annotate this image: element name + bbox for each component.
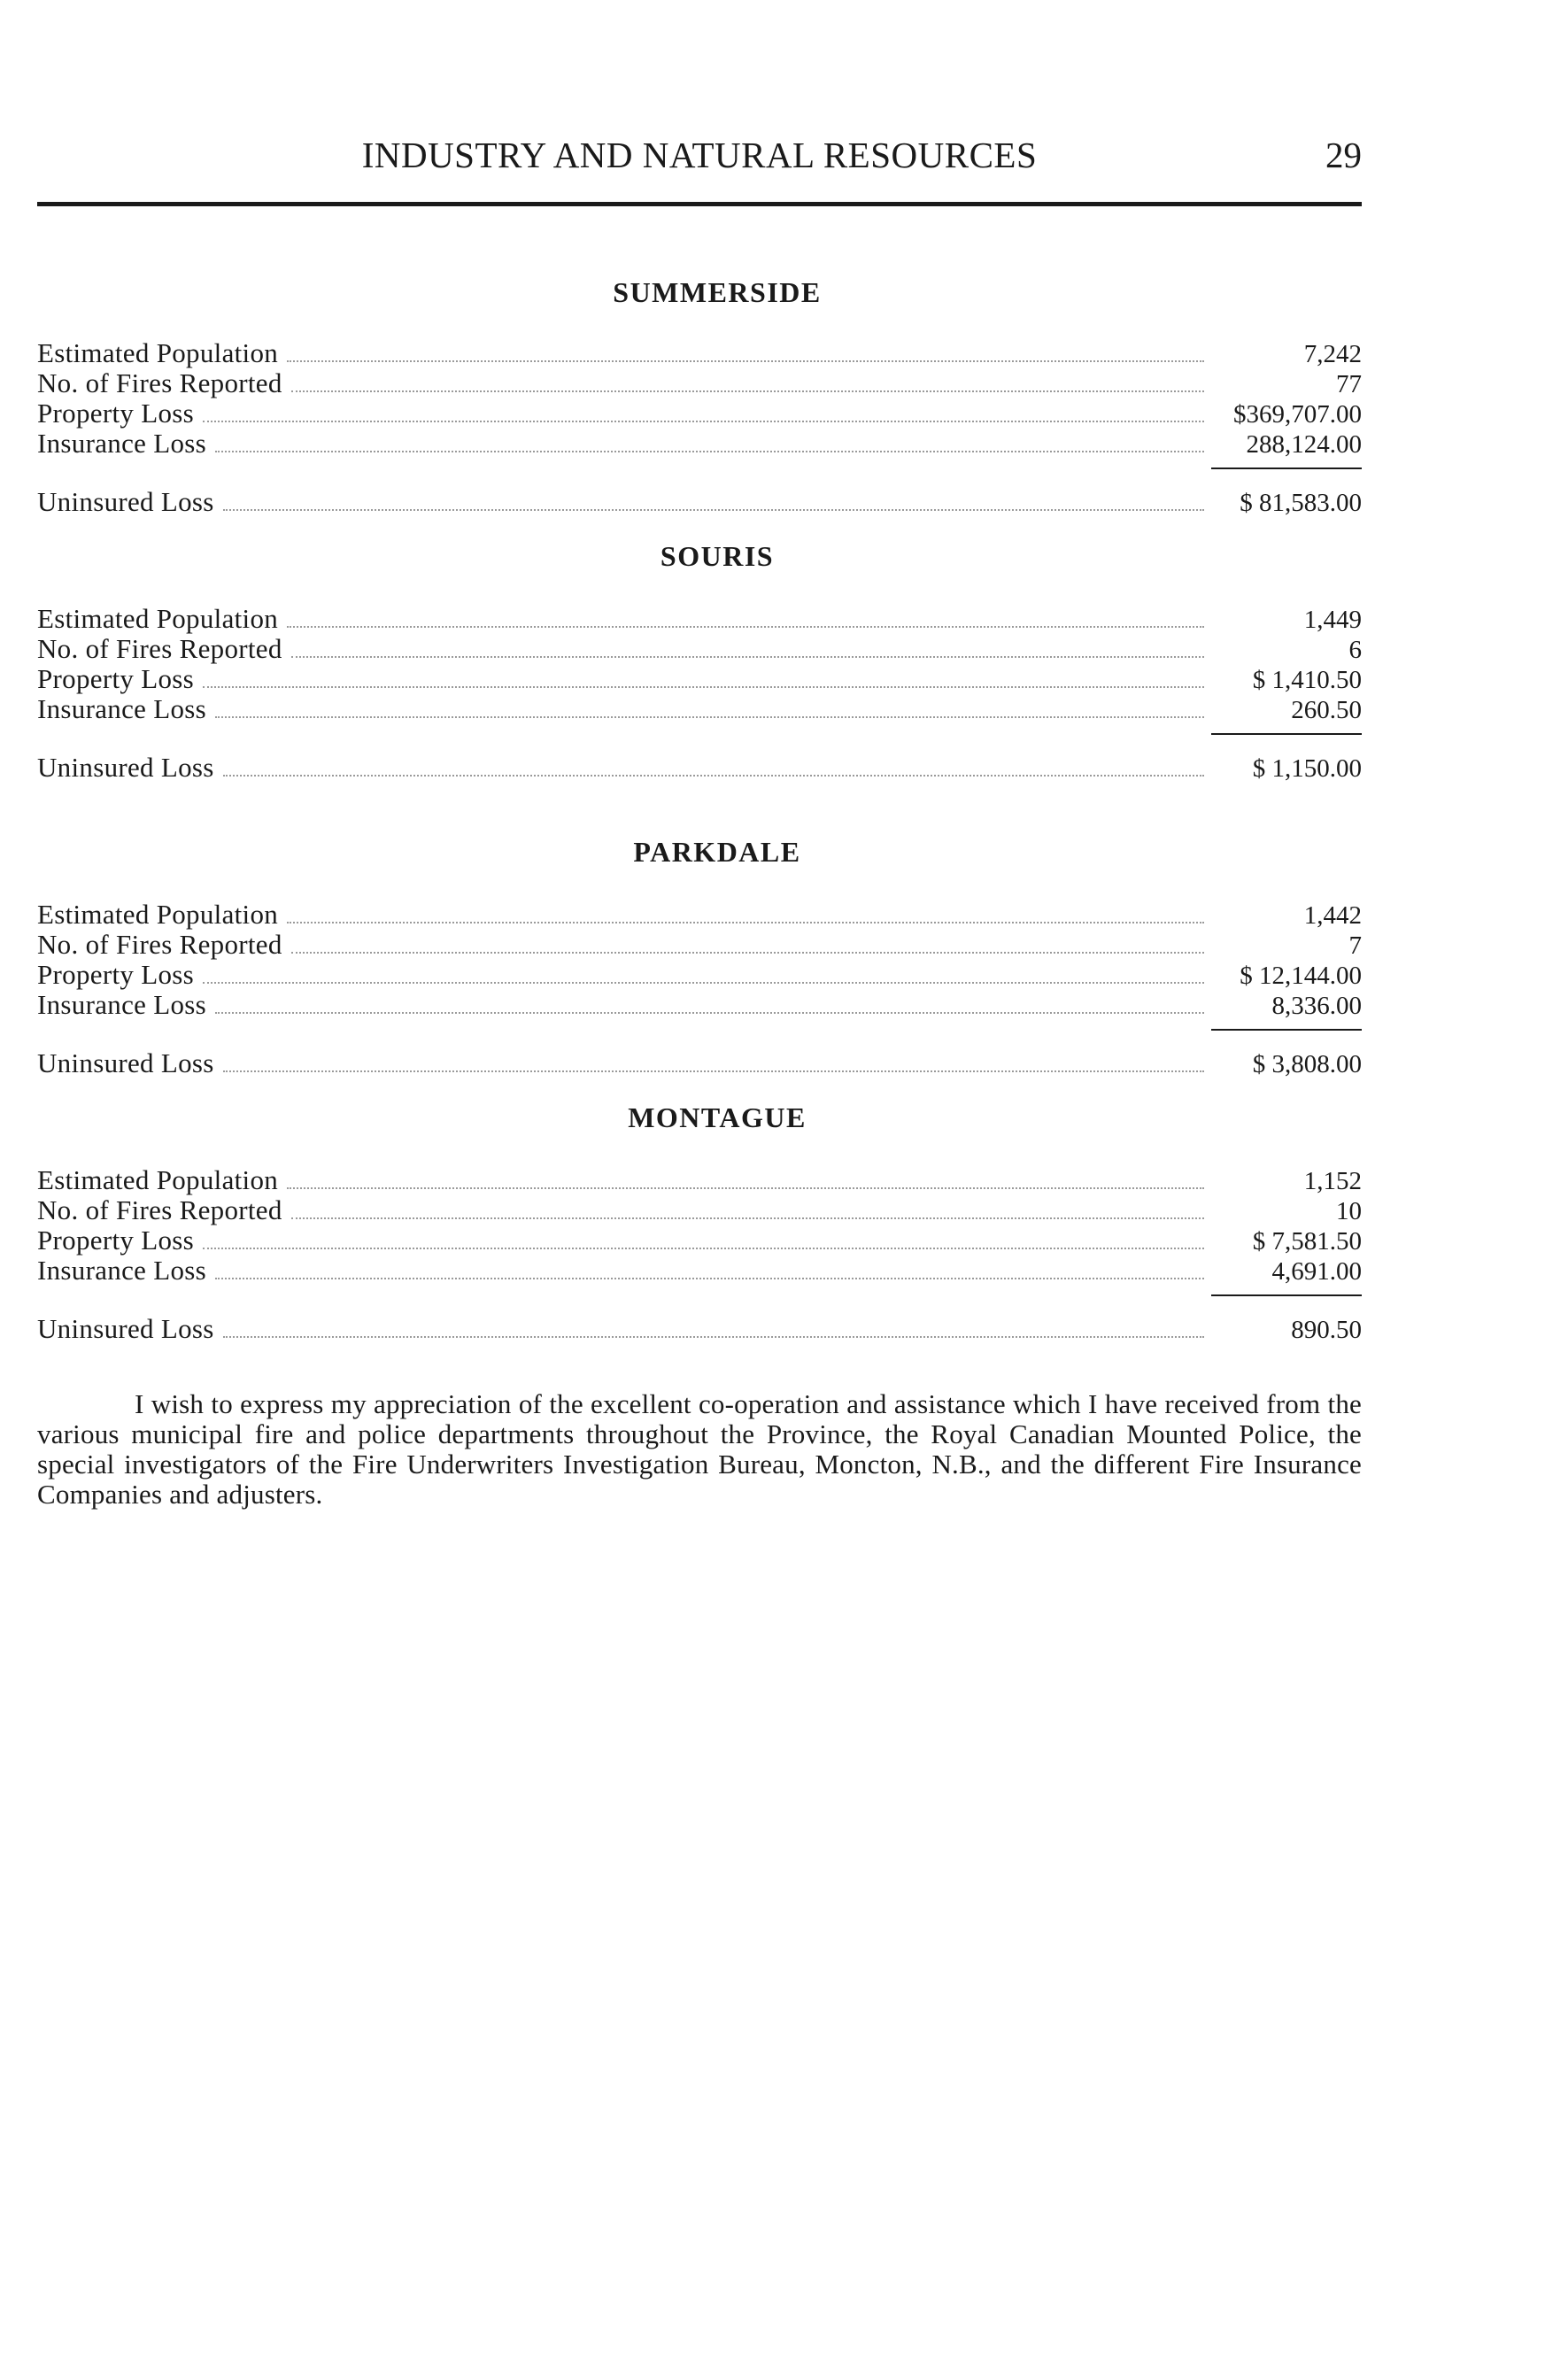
dot-leader <box>223 1070 1204 1072</box>
stat-label: Property Loss <box>37 959 194 990</box>
stat-label: Estimated Population <box>37 337 279 368</box>
dot-leader <box>287 360 1204 362</box>
stat-label: No. of Fires Reported <box>37 929 282 960</box>
total-row <box>37 1314 1362 1344</box>
stat-label: Insurance Loss <box>37 1255 207 1286</box>
section-title: PARKDALE <box>633 836 801 868</box>
stat-label: Estimated Population <box>37 899 279 930</box>
page-number: 29 <box>1325 135 1362 175</box>
sum-rule <box>1211 1294 1362 1296</box>
stat-label: Insurance Loss <box>37 989 207 1020</box>
total-value: 890.50 <box>1291 1316 1362 1344</box>
stat-value: 1,152 <box>1303 1167 1362 1195</box>
sum-rule <box>1211 468 1362 469</box>
dot-leader <box>215 451 1204 452</box>
stat-label: Insurance Loss <box>37 693 207 724</box>
total-row <box>37 753 1362 783</box>
stat-value: 1,449 <box>1303 606 1362 634</box>
sum-rule <box>1211 733 1362 735</box>
total-value: $ 81,583.00 <box>1240 489 1362 517</box>
stat-value: 4,691.00 <box>1271 1257 1362 1286</box>
stat-value: 260.50 <box>1291 696 1362 724</box>
dot-leader <box>291 656 1204 658</box>
dot-leader <box>291 390 1204 392</box>
total-row <box>37 1048 1362 1078</box>
total-label: Uninsured Loss <box>37 486 214 517</box>
stat-label: Property Loss <box>37 663 194 694</box>
stat-row <box>37 1225 1362 1256</box>
stat-row <box>37 634 1362 664</box>
dot-leader <box>203 1248 1204 1249</box>
dot-leader <box>291 1217 1204 1219</box>
section-montague <box>37 1096 1362 1344</box>
stat-label: Estimated Population <box>37 603 279 634</box>
dot-leader <box>203 421 1204 422</box>
stat-row <box>37 664 1362 694</box>
stat-value: 10 <box>1336 1197 1362 1225</box>
stat-value: 288,124.00 <box>1246 430 1362 459</box>
dot-leader <box>223 509 1204 511</box>
stat-value: $ 7,581.50 <box>1252 1227 1362 1256</box>
section-summerside <box>37 271 1362 517</box>
stat-value: $ 12,144.00 <box>1240 962 1362 990</box>
page-header <box>37 133 1362 177</box>
dot-leader <box>215 716 1204 718</box>
stat-row <box>37 604 1362 634</box>
stat-label: No. of Fires Reported <box>37 367 282 398</box>
stat-value: 7 <box>1348 931 1362 960</box>
section-title: MONTAGUE <box>628 1101 807 1133</box>
stat-label: Property Loss <box>37 1225 194 1256</box>
total-label: Uninsured Loss <box>37 752 214 783</box>
stat-row <box>37 900 1362 930</box>
dot-leader <box>287 626 1204 628</box>
total-row <box>37 487 1362 517</box>
dot-leader <box>287 1187 1204 1189</box>
stat-row <box>37 368 1362 398</box>
stat-value: $ 1,410.50 <box>1252 666 1362 694</box>
stat-value: $369,707.00 <box>1233 400 1362 429</box>
stat-label: Insurance Loss <box>37 428 207 459</box>
stat-row <box>37 429 1362 459</box>
dot-leader <box>223 1336 1204 1338</box>
total-label: Uninsured Loss <box>37 1047 214 1078</box>
dot-leader <box>287 922 1204 923</box>
header-rule <box>37 202 1362 206</box>
stat-value: 8,336.00 <box>1271 992 1362 1020</box>
stat-label: No. of Fires Reported <box>37 633 282 664</box>
dot-leader <box>215 1012 1204 1014</box>
dot-leader <box>203 686 1204 688</box>
section-souris <box>37 535 1362 783</box>
stat-row <box>37 338 1362 368</box>
total-label: Uninsured Loss <box>37 1313 214 1344</box>
stat-label: No. of Fires Reported <box>37 1194 282 1225</box>
section-title: SUMMERSIDE <box>613 276 822 308</box>
stat-value: 6 <box>1348 636 1362 664</box>
dot-leader <box>215 1278 1204 1279</box>
stat-row <box>37 398 1362 429</box>
total-value: $ 3,808.00 <box>1252 1050 1362 1078</box>
dot-leader <box>223 775 1204 777</box>
stat-row <box>37 1195 1362 1225</box>
stat-value: 7,242 <box>1303 340 1362 368</box>
sum-rule <box>1211 1029 1362 1031</box>
total-value: $ 1,150.00 <box>1252 754 1362 783</box>
stat-row <box>37 960 1362 990</box>
stat-row <box>37 694 1362 724</box>
stat-label: Property Loss <box>37 398 194 429</box>
section-parkdale <box>37 831 1362 1078</box>
stat-label: Estimated Population <box>37 1164 279 1195</box>
stat-value: 77 <box>1336 370 1362 398</box>
stat-value: 1,442 <box>1303 901 1362 930</box>
stat-row <box>37 1165 1362 1195</box>
section-title: SOURIS <box>660 540 775 572</box>
stat-row <box>37 990 1362 1020</box>
closing-paragraph: I wish to express my appreciation of the excellent co-operation and assistance which I have received from the various municipal fire and police departments throughout the Province, the Royal Canadian Mounted Police, the special investigators of the Fire Underwriters Investigation Bureau, Moncton, N.B., and the different Fire Insurance Companies and adjusters. <box>37 1388 1362 1510</box>
dot-leader <box>291 952 1204 954</box>
stat-row <box>37 1256 1362 1286</box>
running-title: INDUSTRY AND NATURAL RESOURCES <box>361 135 1038 175</box>
dot-leader <box>203 982 1204 984</box>
stat-row <box>37 930 1362 960</box>
